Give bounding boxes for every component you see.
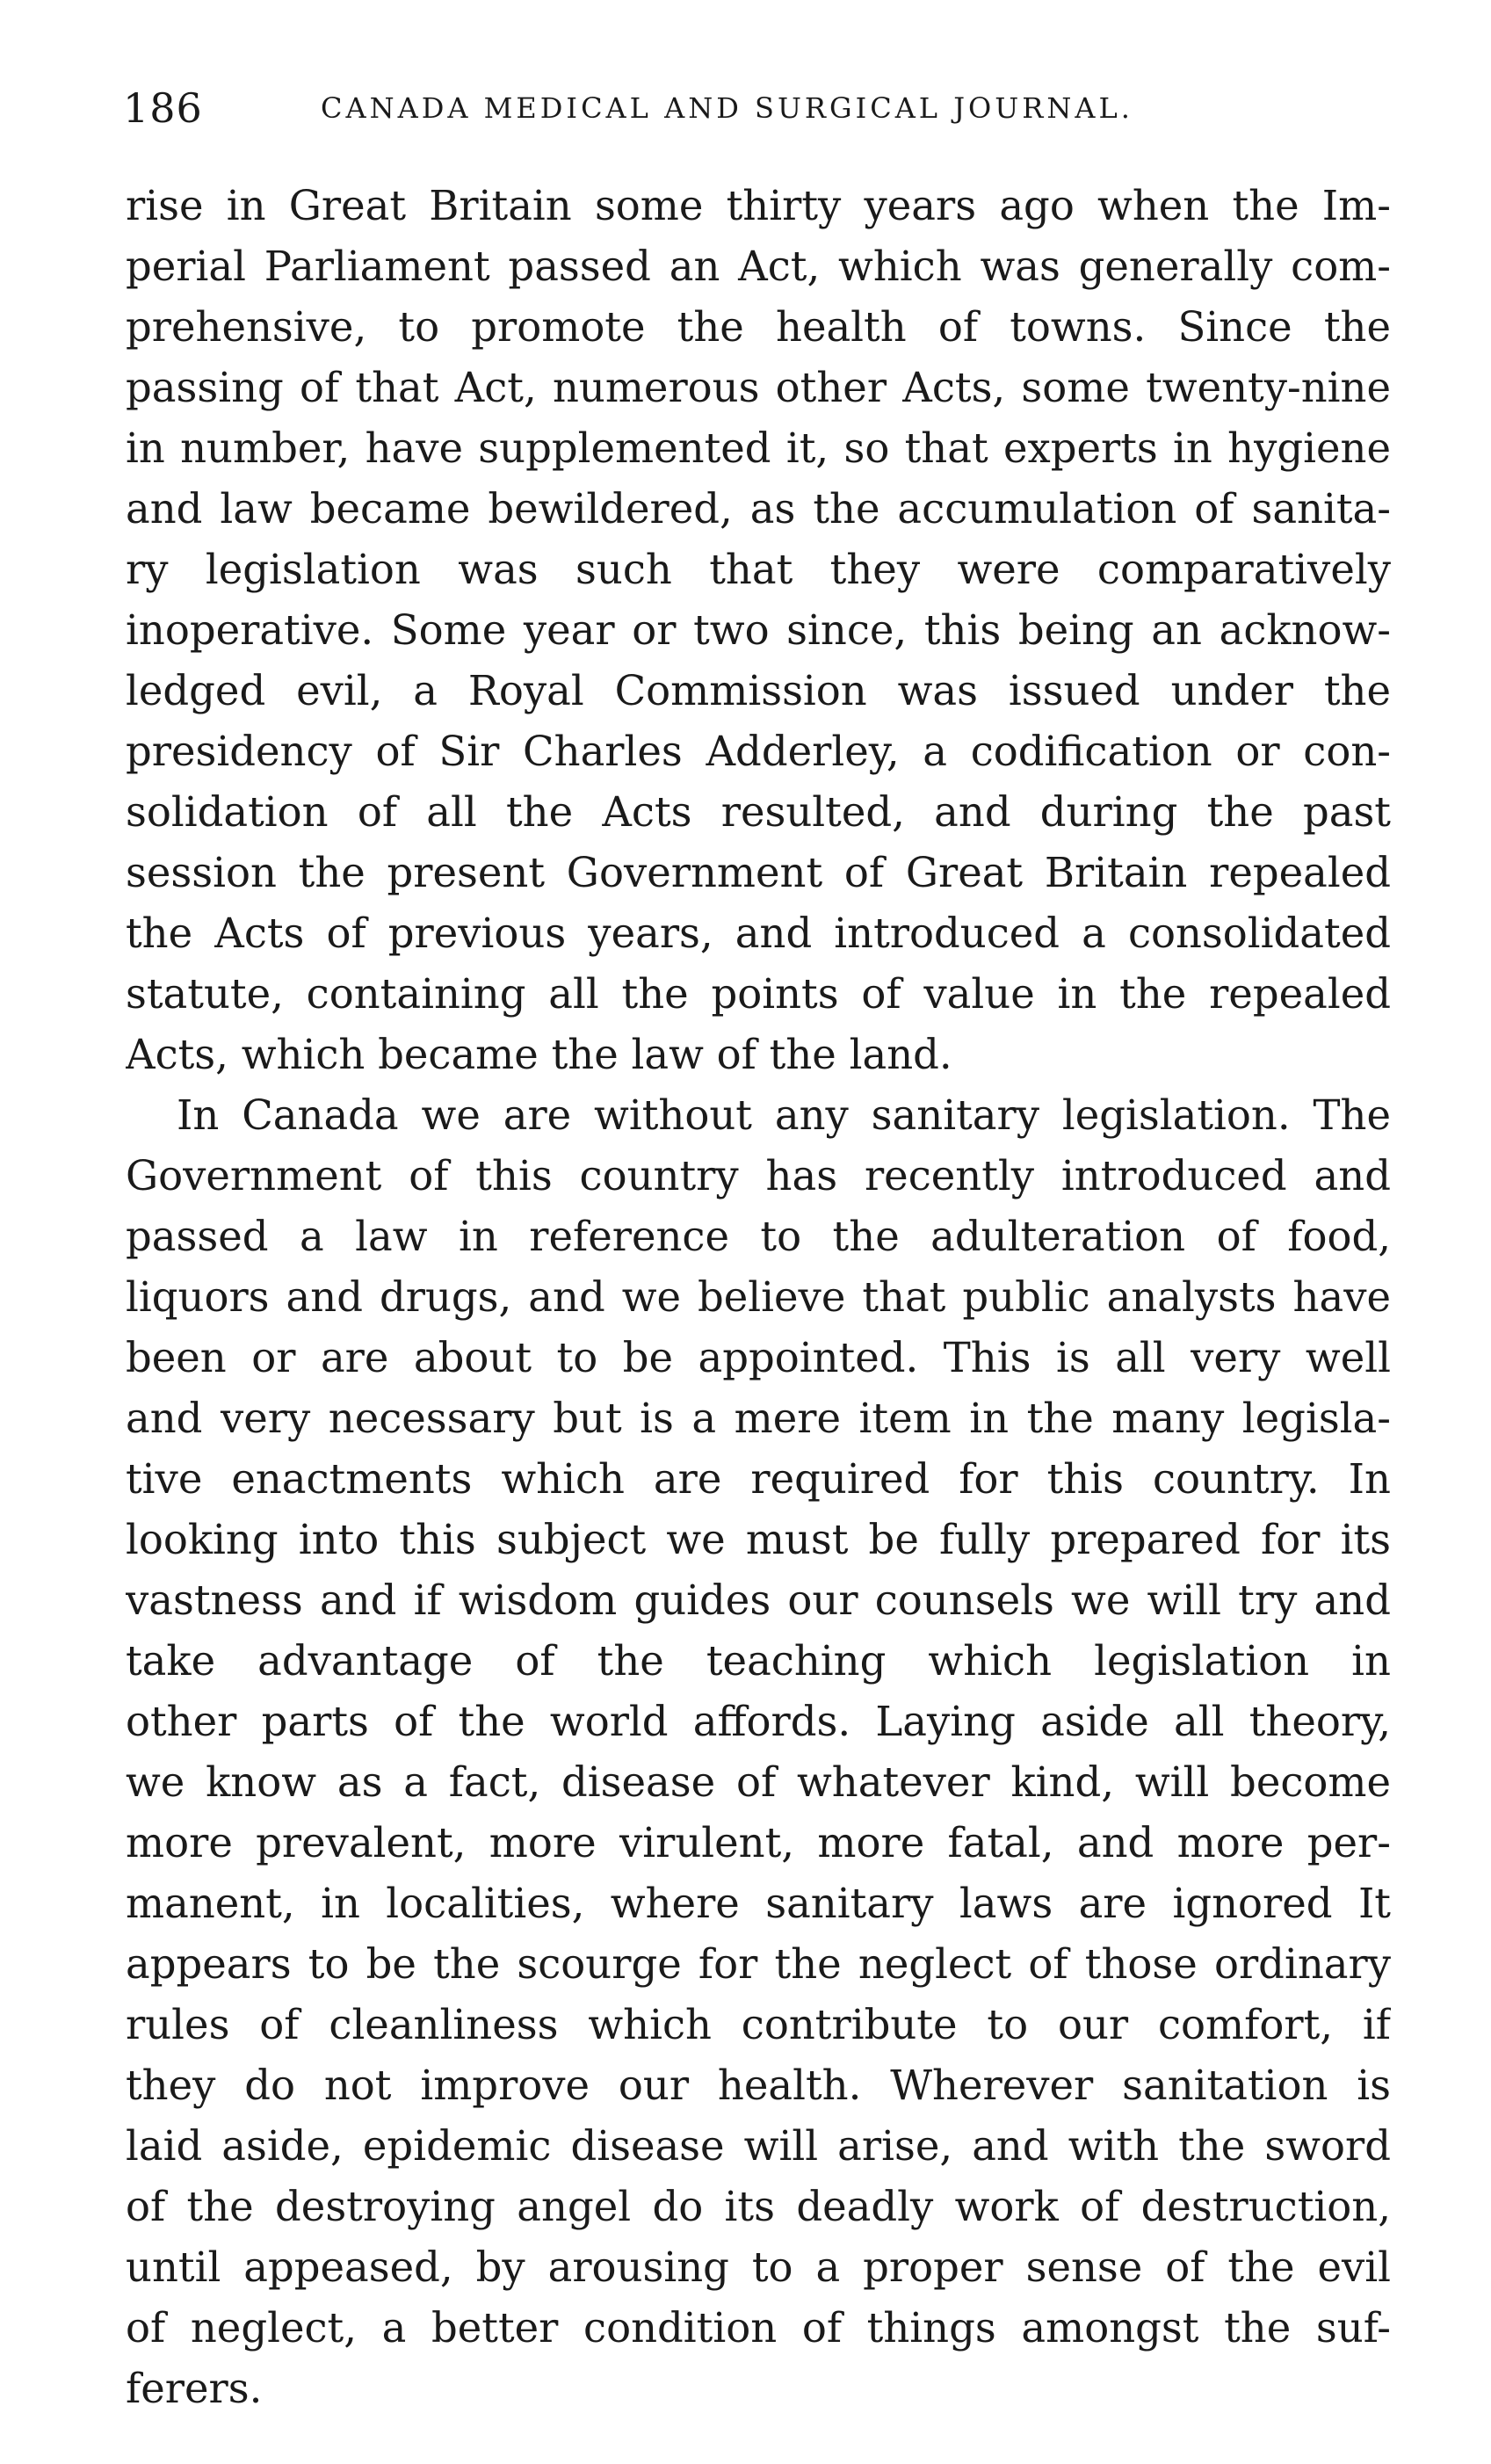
page-number: 186	[123, 84, 203, 132]
text-line: inoperative. Some year or two since, this being an acknow-	[126, 606, 1391, 654]
text-line: they do not improve our health. Wherever sanitation is	[126, 2062, 1391, 2109]
text-line: liquors and drugs, and we believe that public analysts have	[126, 1273, 1391, 1321]
text-line: been or are about to be appointed. This is all very well	[126, 1334, 1391, 1381]
paragraph-start-line: In Canada we are without any sanitary legislation. The	[177, 1091, 1391, 1139]
journal-title: CANADA MEDICAL AND SURGICAL JOURNAL.	[321, 91, 1133, 125]
text-line: presidency of Sir Charles Adderley, a codification or con-	[126, 728, 1391, 775]
article-text	[126, 176, 1391, 2419]
running-head	[123, 84, 1388, 137]
text-line: of neglect, a better condition of things amongst the suf-	[126, 2304, 1391, 2352]
text-line: vastness and if wisdom guides our counsels we will try and	[126, 1576, 1391, 1624]
text-line: session the present Government of Great Britain repealed	[126, 849, 1391, 896]
text-line: tive enactments which are required for this country. In	[126, 1455, 1391, 1503]
text-line: of the destroying angel do its deadly work of destruction,	[126, 2183, 1391, 2230]
text-line: manent, in localities, where sanitary laws are ignored It	[126, 1880, 1391, 1927]
text-line: statute, containing all the points of value in the repealed	[126, 970, 1391, 1018]
text-line: perial Parliament passed an Act, which was generally com-	[126, 243, 1391, 290]
text-line: more prevalent, more virulent, more fatal, and more per-	[126, 1819, 1391, 1866]
text-line: appears to be the scourge for the neglect of those ordinary	[126, 1940, 1391, 1988]
text-line: laid aside, epidemic disease will arise, and with the sword	[126, 2122, 1391, 2170]
text-line: until appeased, by arousing to a proper sense of the evil	[126, 2243, 1391, 2291]
text-line: other parts of the world affords. Laying aside all theory,	[126, 1698, 1391, 1745]
text-line: Acts, which became the law of the land.	[126, 1031, 952, 1078]
text-line: looking into this subject we must be fully prepared for its	[126, 1516, 1391, 1563]
text-line: ferers.	[126, 2365, 263, 2412]
text-line: and very necessary but is a mere item in the many legisla-	[126, 1395, 1391, 1442]
text-line: passing of that Act, numerous other Acts, some twenty-nine	[126, 364, 1391, 411]
text-line: take advantage of the teaching which legislation in	[126, 1637, 1391, 1685]
text-line: ry legislation was such that they were comparatively	[126, 546, 1391, 593]
text-line: and law became bewildered, as the accumulation of sanita-	[126, 485, 1391, 533]
text-line: ledged evil, a Royal Commission was issued under the	[126, 667, 1391, 714]
text-line: Government of this country has recently introduced and	[126, 1152, 1391, 1199]
text-line: rise in Great Britain some thirty years ago when the Im-	[126, 182, 1391, 229]
text-line: passed a law in reference to the adulteration of food,	[126, 1213, 1391, 1260]
text-line: solidation of all the Acts resulted, and during the past	[126, 788, 1391, 836]
text-line: rules of cleanliness which contribute to our comfort, if	[126, 2001, 1391, 2048]
text-line: in number, have supplemented it, so that experts in hygiene	[126, 424, 1391, 472]
text-line: prehensive, to promote the health of towns. Since the	[126, 303, 1391, 351]
text-line: the Acts of previous years, and introduced a consolidated	[126, 910, 1391, 957]
text-line: we know as a fact, disease of whatever kind, will become	[126, 1758, 1391, 1806]
